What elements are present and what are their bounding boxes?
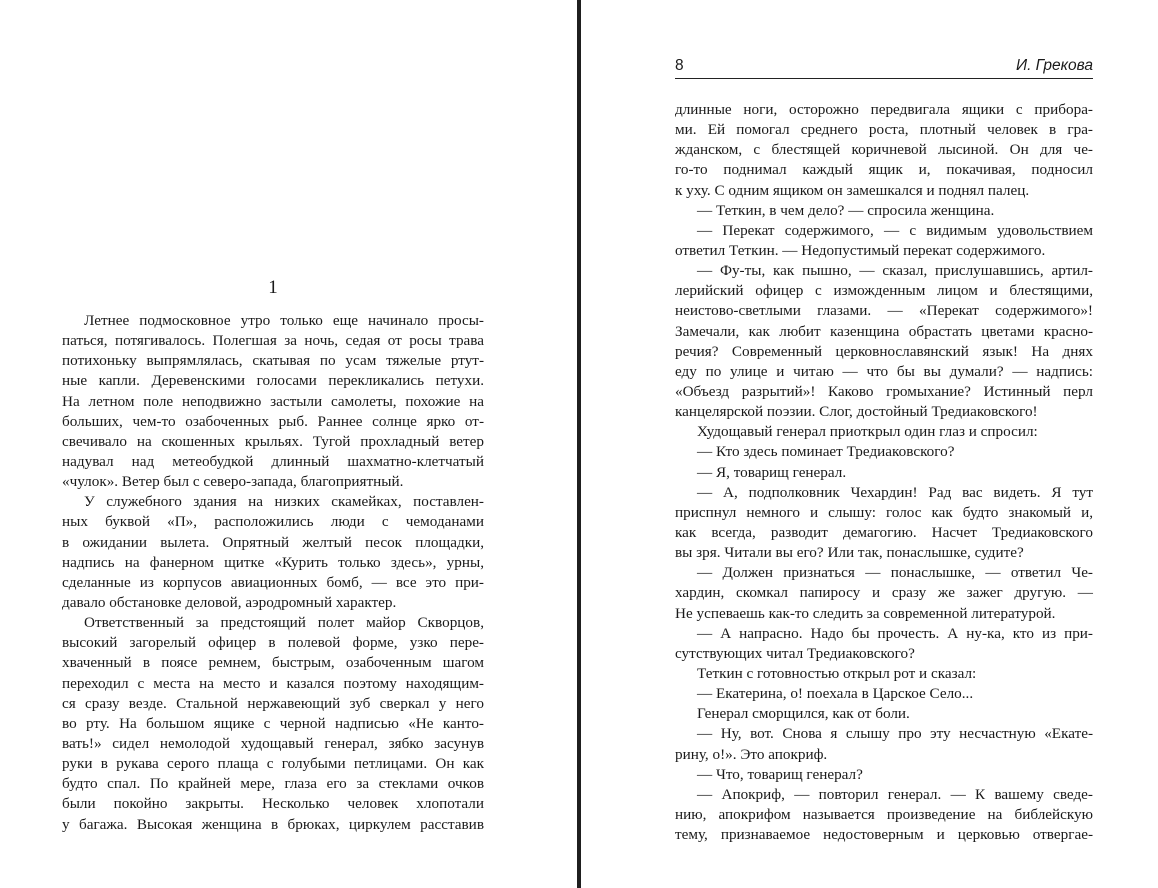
text-line: Худощавый генерал приоткрыл один глаз и спросил:: [697, 423, 1038, 441]
text-line: рину, о!». Это апокриф.: [675, 745, 828, 763]
text-line: были покойно закрыты. Несколько человек хлопотали: [62, 795, 484, 813]
text-line: высокий загорелый офицер в полевой форме, узко пере-: [62, 634, 484, 652]
text-line: — Кто здесь поминает Тредиаковского?: [697, 443, 955, 461]
text-line: ся сразу везде. Стальной нержавеющий зуб сверкал у него: [62, 694, 484, 712]
text-line: речия? Современный церковнославянский язык! На днях: [675, 342, 1093, 360]
text-line: у багажа. Высокая женщина в брюках, циркулем расставив: [62, 815, 484, 833]
text-line: «чулок». Ветер был с северо-запада, благоприятный.: [62, 473, 404, 491]
text-line: ми. Ей помогал среднего роста, плотный человек в гра-: [675, 121, 1093, 139]
text-line: к уху. С одним ящиком он замешкался и поднял палец.: [675, 181, 1030, 199]
text-line: давало обстановке деловой, аэродромный характер.: [62, 593, 397, 611]
text-line: тему, признаваемое недостоверным и церковью отвергае-: [675, 826, 1093, 844]
text-line: паться, потягивалось. Полегшая за ночь, седая от росы трава: [62, 332, 484, 350]
text-line: жданском, с блестящей коричневой лысиной. Он для че-: [675, 141, 1093, 159]
text-line: в ожидании вылета. Опрятный желтый песок площадки,: [62, 533, 484, 551]
text-line: канцелярской поэзии. Слог, достойный Тредиаковского!: [675, 403, 1038, 421]
text-line: — Фу-ты, как пышно, — сказал, прислушавшись, артил-: [697, 262, 1093, 280]
text-line: го-то поднимал каждый ящик и, покачивая, подносил: [675, 161, 1093, 179]
text-line: руки в рукава серого плаща с голубыми петлицами. Он как: [62, 755, 484, 773]
text-line: переходил с места на место и казался поэтому находящим-: [62, 674, 484, 692]
text-line: Летнее подмосковное утро только еще начинало просы-: [84, 312, 484, 329]
text-line: свечивало на скошенных крыльях. Тугой прохладный ветер: [62, 432, 484, 450]
text-line: лерийский офицер с изможденным лицом и блестящими,: [675, 282, 1093, 300]
text-line: сутствующих читал Тредиаковского?: [675, 644, 915, 662]
author-name: И. Грекова: [1015, 57, 1093, 74]
page-number: 8: [675, 57, 684, 74]
text-line: Не успеваешь как-то следить за современной литературой.: [675, 604, 1056, 622]
text-line: надувал над метеобудкой длинный шахматно-клетчатый: [62, 452, 484, 470]
text-line: приспнул немного и слышу: голос как будто знакомый и,: [675, 503, 1093, 521]
text-line: — А, подполковник Чехардин! Рад вас видеть. Я тут: [697, 483, 1093, 501]
text-line: — Екатерина, о! поехала в Царское Село...: [697, 685, 974, 703]
text-line: ные капли. Деревенскими голосами перекликались петухи.: [62, 372, 484, 390]
text-line: длинные ноги, осторожно передвигала ящики с прибора-: [675, 101, 1093, 118]
text-line: ных буквой «П», расположились люди с чемоданами: [62, 513, 484, 531]
text-line: еду по улице и читаю — что бы вы думали? — надпись:: [675, 362, 1093, 380]
text-line: вы зря. Читали вы его? Или так, понаслышке, судите?: [675, 544, 1024, 562]
text-line: будто спал. По крайней мере, глаза его за стеклами очков: [62, 775, 484, 793]
text-line: Теткин с готовностью открыл рот и сказал:: [697, 664, 977, 682]
text-line: Генерал сморщился, как от боли.: [697, 705, 910, 723]
book-spine: [577, 0, 581, 888]
text-line: надпись на фанерном щитке «Курить только здесь», урны,: [62, 553, 484, 571]
left-page-text: [62, 311, 484, 835]
text-line: как всегда, разводит демагогию. Насчет Тредиаковского: [675, 523, 1093, 541]
text-line: «Объезд разрытий»! Каково громыхание? Истинный перл: [675, 382, 1093, 400]
text-line: сделанные из корпусов авиационных бомб, — все это при-: [62, 573, 484, 591]
text-line: — Ну, вот. Снова я слышу про эту несчастную «Екате-: [697, 725, 1093, 743]
left-page: [0, 0, 577, 888]
text-line: — Теткин, в чем дело? — спросила женщина.: [697, 201, 995, 219]
text-line: — Я, товарищ генерал.: [697, 463, 847, 481]
text-line: На летном поле неподвижно застыли самолеты, похожие на: [62, 392, 484, 410]
text-line: — А напрасно. Надо бы прочесть. А ну-ка, кто из при-: [697, 624, 1093, 642]
text-line: У служебного здания на низких скамейках, поставлен-: [84, 493, 484, 511]
text-line: во рту. На большом ящике с черной надписью «Не канто-: [62, 714, 484, 732]
text-line: Ответственный за предстоящий полет майор Скворцов,: [84, 614, 484, 632]
text-line: — Апокриф, — повторил генерал. — К вашему сведе-: [697, 785, 1093, 803]
right-page: [582, 0, 1158, 888]
text-line: Замечали, как любит казенщина обрастать цветами красно-: [675, 322, 1093, 340]
text-line: вать!» сидел немолодой худощавый генерал, зябко засунув: [62, 734, 484, 752]
text-line: неистово-светлыми глазами. — «Перекат содержимого»!: [675, 302, 1093, 320]
running-head: [675, 56, 1093, 79]
text-line: нию, апокрифом называется произведение на библейскую: [675, 805, 1093, 823]
text-line: больших, чем-то озабоченных рыб. Раннее солнце ярко от-: [62, 412, 484, 430]
text-line: — Что, товарищ генерал?: [697, 765, 863, 783]
text-line: — Перекат содержимого, — с видимым удовольствием: [697, 221, 1093, 239]
text-line: ответил Теткин. — Недопустимый перекат содержимого.: [675, 241, 1046, 259]
text-line: хардин, скомкал папиросу и сразу же зажег другую. —: [675, 584, 1093, 602]
text-line: — Должен признаться — понаслышке, — ответил Че-: [697, 564, 1093, 582]
text-line: хваченный в поясе ремнем, быстрым, озабоченным шагом: [62, 654, 484, 672]
chapter-number: 1: [268, 277, 278, 298]
right-page-text: [675, 100, 1093, 845]
text-line: потихоньку выпрямлялась, скатывая по усам тяжелые ртут-: [62, 352, 484, 370]
